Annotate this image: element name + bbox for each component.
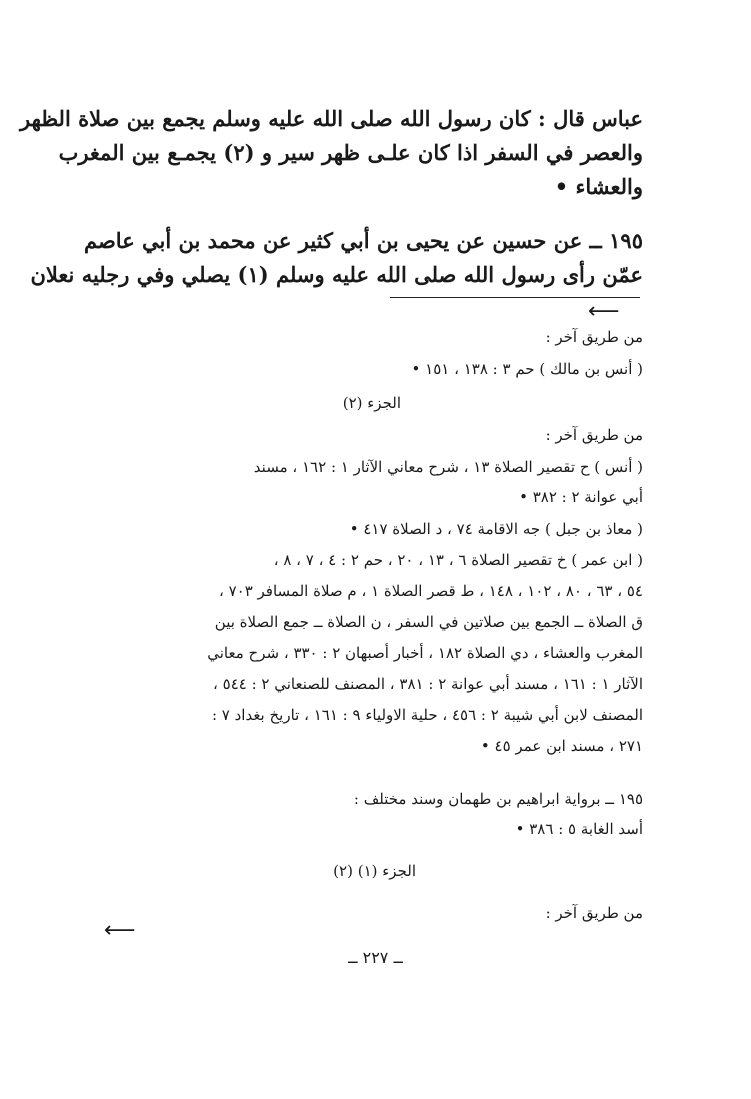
main-text-line-2: والعصر في السفر اذا كان علـى ظهر سير و (٢) يجمـع بين المغرب [58, 140, 643, 165]
note-part-1-2-heading: الجزء (١) (٢) [333, 862, 416, 880]
main-text-line-1: عباس قال : كان رسول الله صلى الله عليه وسلم يجمع بين صلاة الظهر [20, 106, 643, 131]
note-ibn-umar-line-5: الآثار ١ : ١٦١ ، مسند أبي عوانة ٢ : ٣٨١ ، المصنف للصنعاني ٢ : ٥٤٤ ، [213, 675, 643, 693]
note-195-ibrahim: ١٩٥ ــ برواية ابراهيم بن طهمان وسند مختلف : [353, 790, 643, 808]
note-other-route-3: من طريق آخر : [545, 904, 643, 922]
footnote-separator [390, 297, 640, 298]
note-usd-al-ghaba: أسد الغابة ٥ : ٣٨٦ • [515, 820, 643, 838]
main-text-line-3: والعشاء • [554, 174, 643, 199]
continuation-arrow-icon: ⟵ [104, 918, 136, 943]
note-ibn-umar-line-7: ٢٧١ ، مسند ابن عمر ٤٥ • [480, 737, 643, 755]
note-other-route-2: من طريق آخر : [545, 426, 643, 444]
note-other-route-1: من طريق آخر : [545, 328, 643, 346]
note-ibn-umar-line-4: المغرب والعشاء ، دي الصلاة ١٨٢ ، أخبار أصبهان ٢ : ٣٣٠ ، شرح معاني [207, 644, 643, 662]
note-anas-line-2: أبي عوانة ٢ : ٣٨٢ • [519, 488, 643, 506]
note-muadh-bin-jabal: ( معاذ بن جبل ) جه الاقامة ٧٤ ، د الصلاة ٤١٧ • [349, 520, 643, 538]
page-number: ــ ٢٢٧ ــ [348, 948, 403, 967]
continuation-arrow-icon: ⟵ [588, 299, 620, 324]
note-anas-line-1: ( أنس ) ح تقصير الصلاة ١٣ ، شرح معاني الآثار ١ : ١٦٢ ، مسند [253, 458, 643, 476]
note-ibn-umar-line-2: ٥٤ ، ٦٣ ، ٨٠ ، ١٠٢ ، ١٤٨ ، ط قصر الصلاة ١ ، م صلاة المسافر ٧٠٣ ، [218, 582, 643, 600]
hadith-195-line-2: عمّن رأى رسول الله صلى الله عليه وسلم (١) يصلي وفي رجليه نعلان [30, 262, 643, 287]
note-ibn-umar-line-3: ق الصلاة ــ الجمع بين صلاتين في السفر ، ن الصلاة ــ جمع الصلاة بين [214, 613, 643, 631]
note-part-2-heading: الجزء (٢) [342, 394, 401, 412]
note-ibn-umar-line-6: المصنف لابن أبي شيبة ٢ : ٤٥٦ ، حلية الاولياء ٩ : ١٦١ ، تاريخ بغداد ٧ : [211, 706, 643, 724]
hadith-195-line-1: ١٩٥ ــ عن حسين عن يحيى بن أبي كثير عن محمد بن أبي عاصم [83, 228, 643, 253]
note-ibn-umar-line-1: ( ابن عمر ) خ تقصير الصلاة ٦ ، ١٣ ، ٢٠ ، حم ٢ : ٤ ، ٧ ، ٨ ، [273, 551, 643, 569]
note-anas-bin-malik: ( أنس بن مالك ) حم ٣ : ١٣٨ ، ١٥١ • [411, 360, 643, 378]
